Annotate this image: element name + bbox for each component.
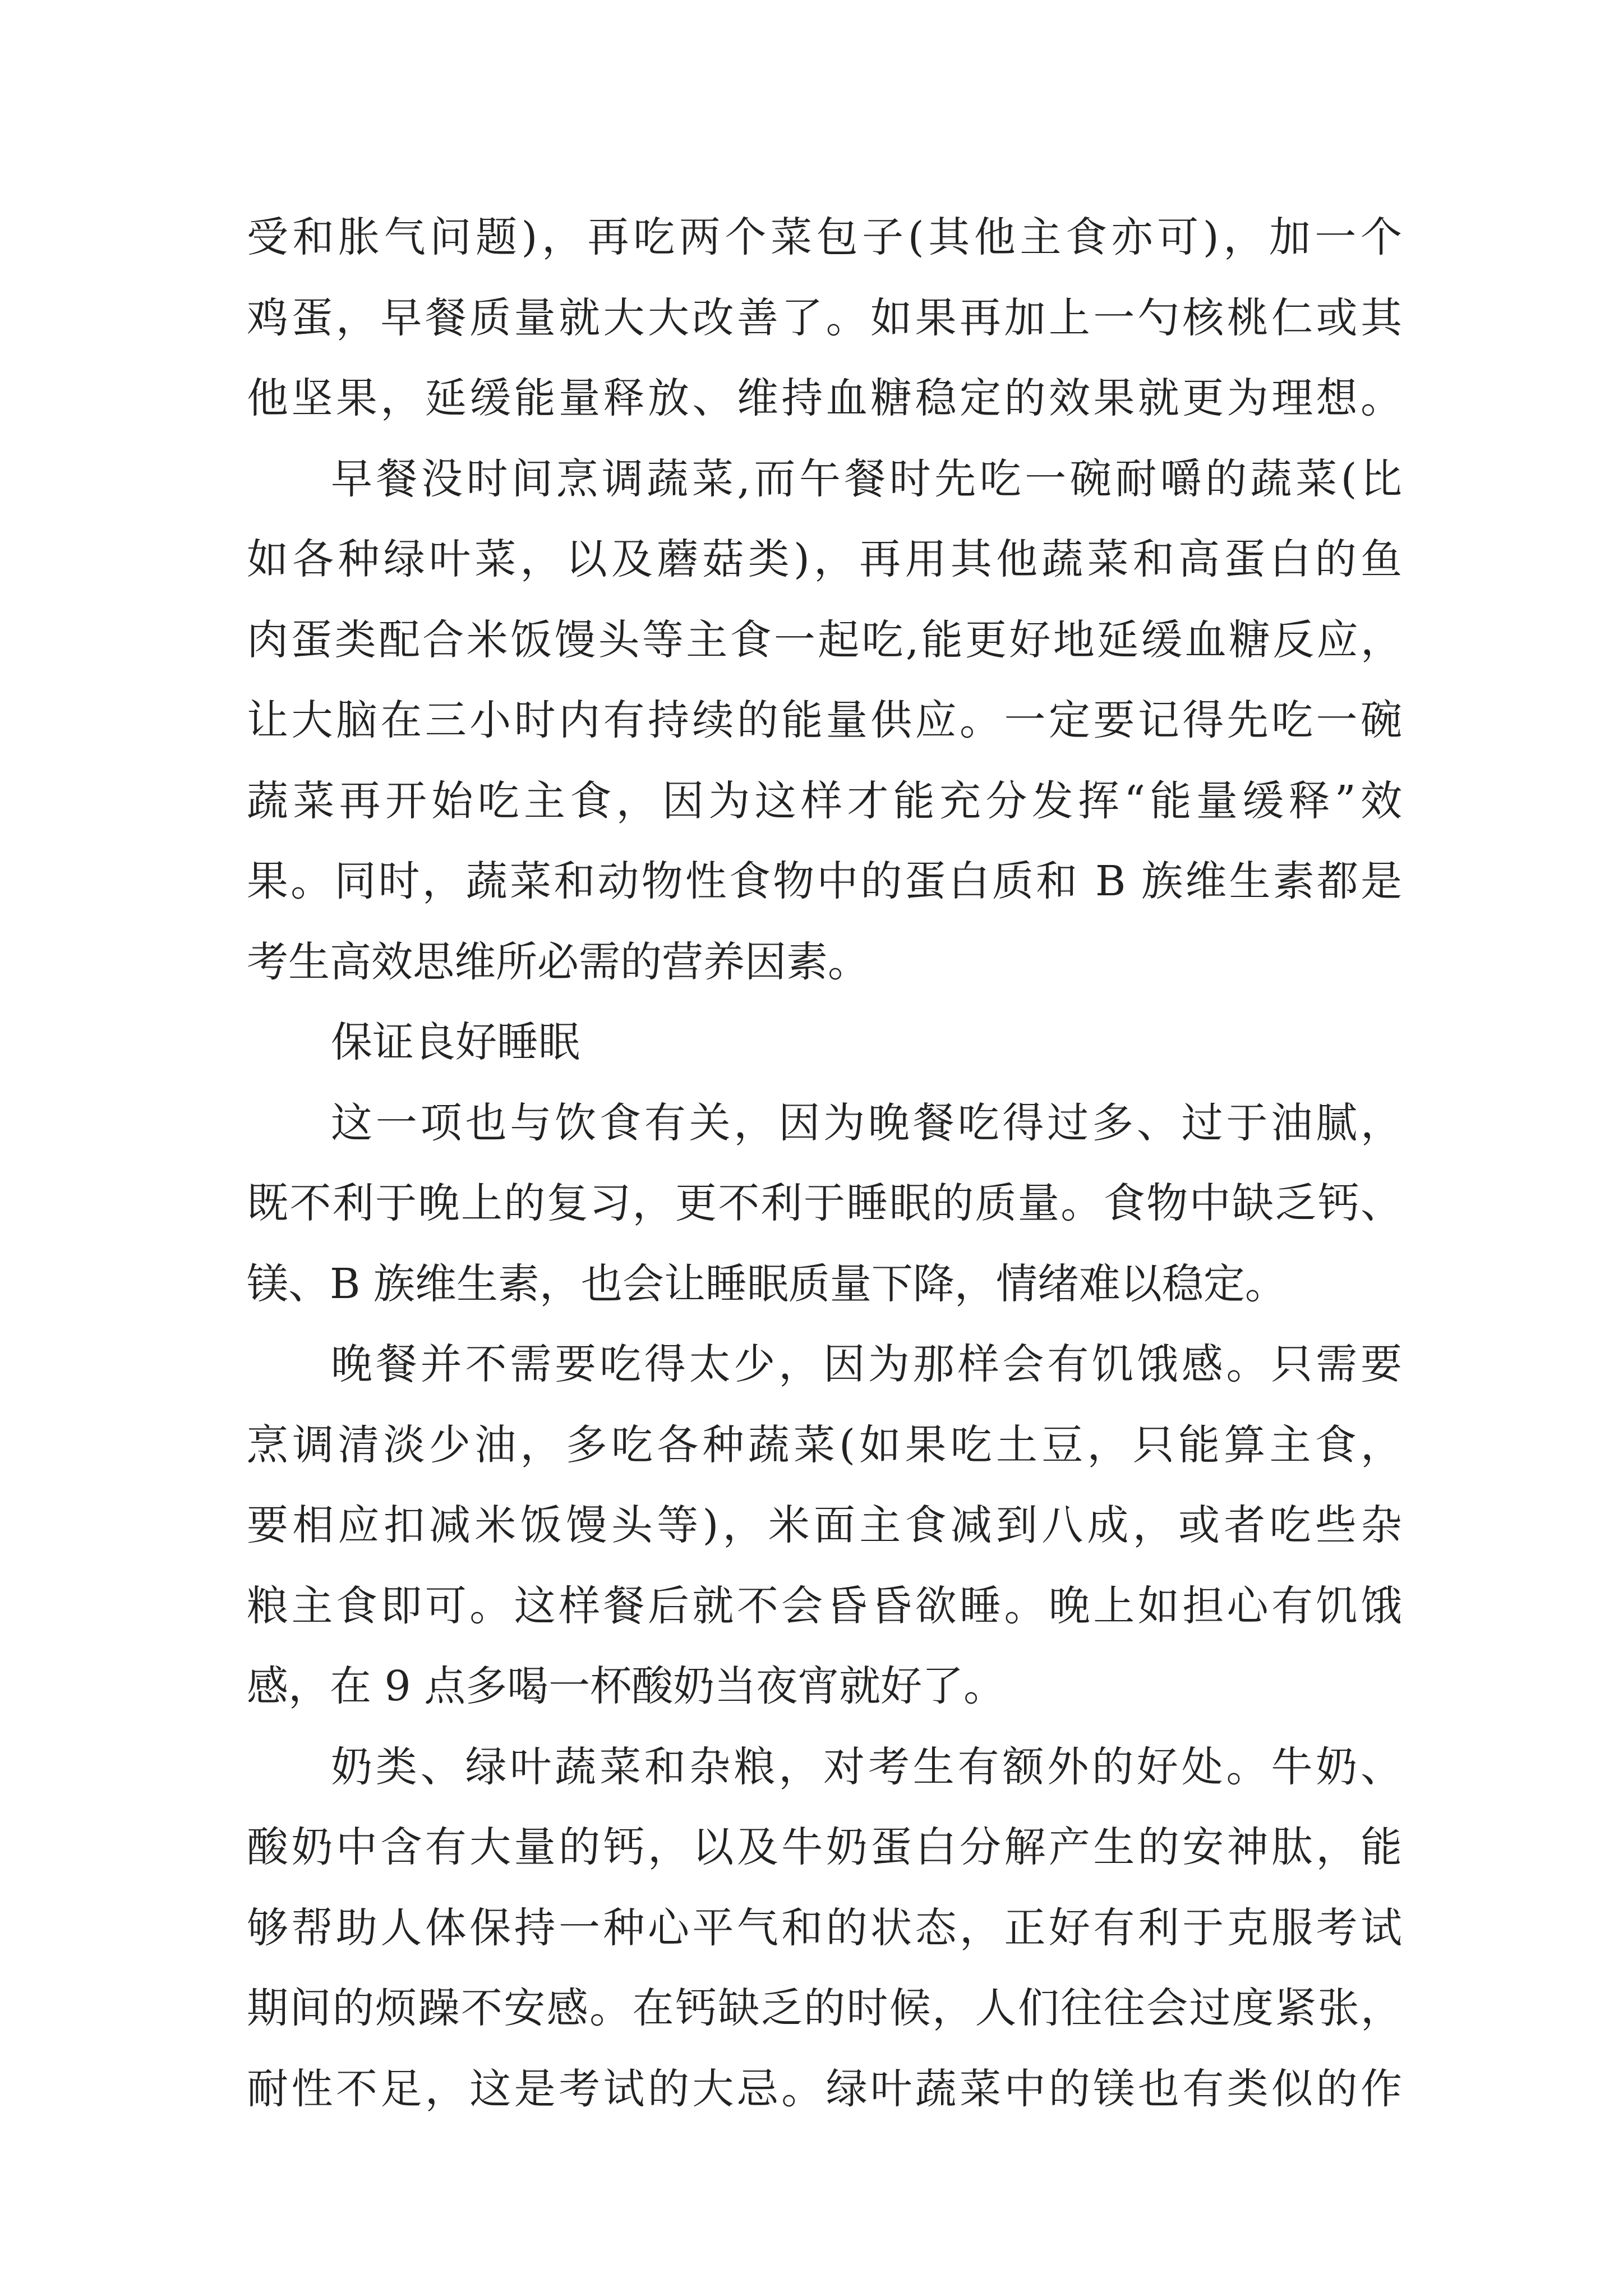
text-line: 鸡蛋，早餐质量就大大改善了。如果再加上一勺核桃仁或其 [247,293,1402,342]
text-line: 他坚果，延缓能量释放、维持血糖稳定的效果就更为理想。 [247,374,1402,422]
body-text [247,197,1402,2129]
text-line: 蔬菜再开始吃主食，因为这样才能充分发挥“能量缓释”效 [247,776,1402,825]
text-line: 粮主食即可。这样餐后就不会昏昏欲睡。晚上如担心有饥饿 [247,1581,1402,1630]
text-line: 这一项也与饮食有关，因为晚餐吃得过多、过于油腻， [331,1098,1402,1147]
text-line: 肉蛋类配合米饭馒头等主食一起吃,能更好地延缓血糖反应， [247,615,1402,664]
text-line: 果。同时，蔬菜和动物性食物中的蛋白质和 B 族维生素都是 [247,857,1402,905]
text-line: 受和胀气问题)，再吃两个菜包子(其他主食亦可)，加一个 [247,213,1402,261]
text-line: 既不利于晚上的复习，更不利于睡眠的质量。食物中缺乏钙、 [247,1179,1402,1227]
text-line: 镁、B 族维生素，也会让睡眠质量下降，情绪难以稳定。 [247,1259,1287,1308]
text-line: 考生高效思维所必需的营养因素。 [247,937,869,986]
text-line: 早餐没时间烹调蔬菜,而午餐时先吃一碗耐嚼的蔬菜(比 [331,454,1402,503]
text-line: 感，在 9 点多喝一杯酸奶当夜宵就好了。 [247,1662,1006,1710]
text-line: 让大脑在三小时内有持续的能量供应。一定要记得先吃一碗 [247,696,1402,744]
text-line: 酸奶中含有大量的钙，以及牛奶蛋白分解产生的安神肽，能 [247,1823,1402,1871]
text-line: 够帮助人体保持一种心平气和的状态，正好有利于克服考试 [247,1903,1402,1952]
text-line: 奶类、绿叶蔬菜和杂粮，对考生有额外的好处。牛奶、 [331,1742,1402,1791]
text-line: 烹调清淡少油，多吃各种蔬菜(如果吃土豆，只能算主食， [247,1420,1402,1469]
text-line: 耐性不足，这是考试的大忌。绿叶蔬菜中的镁也有类似的作 [247,2064,1402,2113]
text-line: 如各种绿叶菜，以及蘑菇类)，再用其他蔬菜和高蛋白的鱼 [247,535,1402,583]
text-line: 期间的烦躁不安感。在钙缺乏的时候，人们往往会过度紧张， [247,1984,1402,2032]
text-line: 要相应扣减米饭馒头等)，米面主食减到八成，或者吃些杂 [247,1501,1402,1549]
text-line: 晚餐并不需要吃得太少，因为那样会有饥饿感。只需要 [331,1340,1402,1388]
section-heading: 保证良好睡眠 [331,1018,580,1066]
